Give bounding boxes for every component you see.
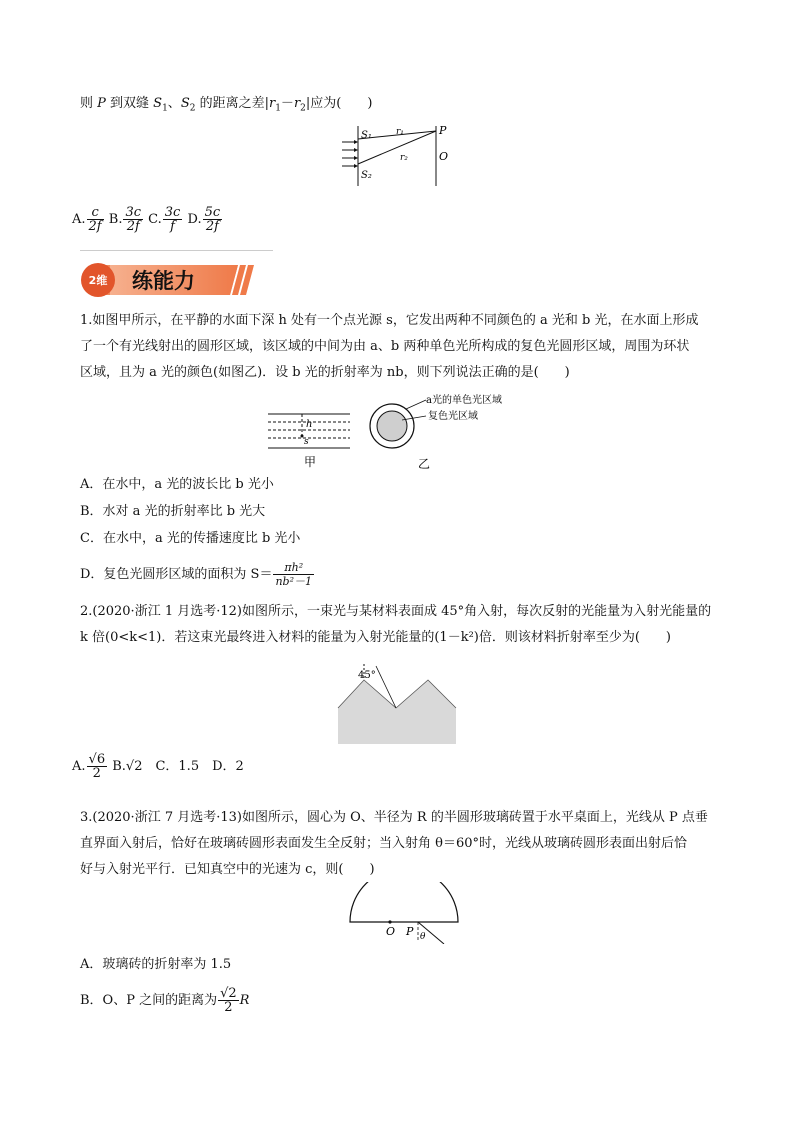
q2-angle-label: 45°: [358, 670, 376, 681]
q3-line2: 直界面入射后，恰好在玻璃砖圆形表面发生全反射；当入射角 θ＝60°时，光线从玻璃砖圆形表面出射后恰: [80, 836, 688, 851]
q1-option-c: C．在水中，a 光的传播速度比 b 光小: [80, 531, 301, 546]
q2-line2: k 倍(0<k<1)．若这束光最终进入材料的能量为入射光能量的(1－k²)倍．则该材料折射率至少为( ): [80, 630, 672, 645]
q1-fig-s: s: [304, 437, 309, 447]
q3-line1: 3.(2020·浙江 7 月选考·13)如图所示，圆心为 O、半径为 R 的半圆形玻璃砖置于水平桌面上，光线从 P 点垂: [80, 810, 708, 825]
q2-figure: [336, 662, 460, 746]
q3-label-theta: θ: [420, 932, 426, 942]
q2-line1: 2.(2020·浙江 1 月选考·12)如图所示，一束光与某材料表面成 45°角入射，每次反射的光能量为入射光能量的: [80, 604, 712, 619]
q3-figure: [346, 882, 464, 944]
label-r2: r₂: [400, 153, 408, 163]
q1-figure: [266, 392, 506, 476]
q3-line3: 好与入射光平行．已知真空中的光速为 c，则( ): [80, 862, 375, 877]
q1-fig-yi-a: a光的单色光区域: [426, 395, 502, 406]
label-s1: S₁: [361, 130, 372, 141]
top-options: A. $\frac{c}{2f}$ B. $\frac{3c}{2f}$ C. $\frac{3c}{f}$ D. $\frac{5c}{2f}$: [72, 205, 221, 234]
q1-line2: 了一个有光线射出的圆形区域，该区域的中间为由 a、b 两种单色光所构成的复色光圆形区域，周围为环状: [80, 339, 690, 354]
q3-label-p: P: [406, 925, 414, 938]
banner-badge: 2维: [88, 274, 108, 287]
q1-fig-yi: 乙: [418, 457, 431, 471]
q2-options: A. $\frac{√6}{2}$ B.√2 C．1.5 D．2: [72, 752, 244, 781]
q1-line1: 1.如图甲所示，在平静的水面下深 h 处有一个点光源 s，它发出两种不同颜色的 a 光和 b 光，在水面上形成: [80, 313, 699, 328]
q1-fig-yi-fu: 复色光区域: [428, 411, 478, 422]
q3-label-o: O: [386, 925, 396, 938]
label-s2: S₂: [361, 170, 372, 181]
label-r1: r₁: [396, 127, 404, 137]
q1-line3: 区域，且为 a 光的颜色(如图乙)．设 b 光的折射率为 nb，则下列说法正确的是( ): [80, 365, 570, 380]
top-question: 则 P 到双缝 $S_1$、$S_2$ 的距离之差$|r_1-r_2|$应为( ): [80, 96, 373, 114]
banner-title: 练能力: [132, 269, 195, 293]
label-p: P: [439, 124, 447, 137]
q1-option-a: A．在水中，a 光的波长比 b 光小: [80, 477, 274, 492]
q1-fig-jia: 甲: [304, 455, 317, 469]
label-o: O: [439, 150, 449, 163]
section-divider: [80, 250, 273, 251]
section-banner: [80, 262, 255, 298]
double-slit-figure: [340, 122, 460, 188]
q1-fig-h: h: [306, 419, 313, 430]
q1-option-d: D．复色光圆形区域的面积为 S＝ $\frac{\text{πh²}}{\text{nb²－1}}$: [80, 561, 313, 588]
q3-option-a: A．玻璃砖的折射率为 1.5: [80, 957, 232, 972]
q3-option-b: B．O、P 之间的距离为 $\frac{√2}{2}$ R: [80, 986, 250, 1015]
q1-option-b: B．水对 a 光的折射率比 b 光大: [80, 504, 266, 519]
